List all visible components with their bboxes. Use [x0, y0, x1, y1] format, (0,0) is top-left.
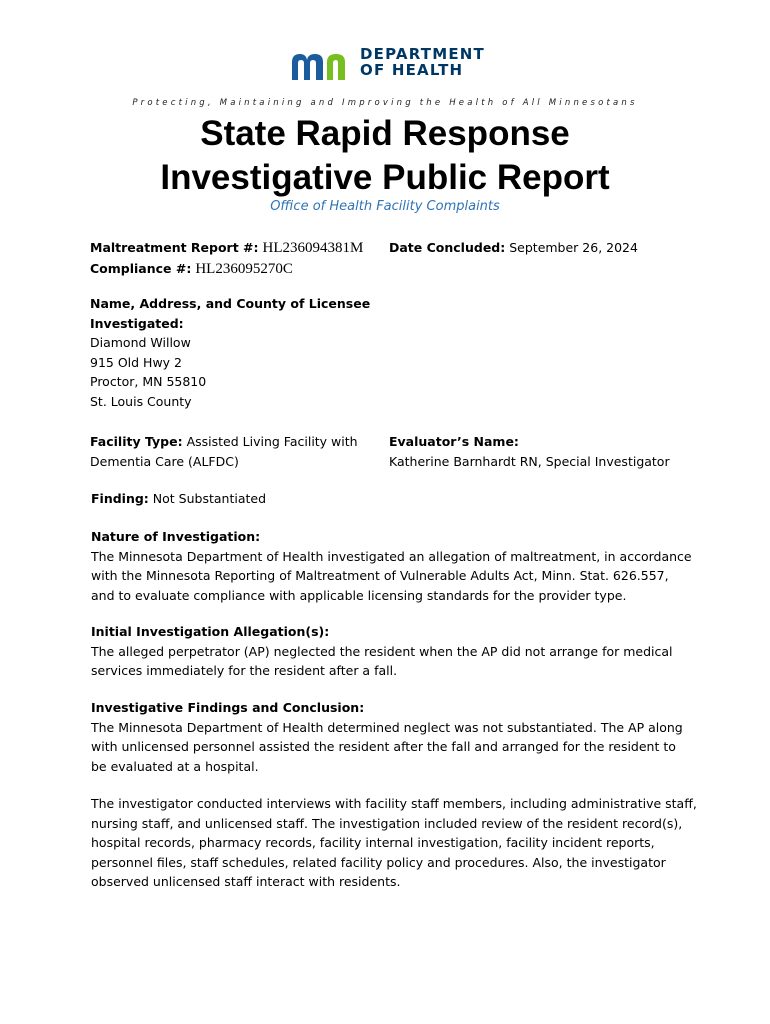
mn-logo-mark-icon	[290, 50, 356, 82]
allegation-line: services immediately for the resident after a fall.	[91, 663, 398, 678]
compliance-row	[90, 259, 390, 280]
evaluator-label: Evaluator’s Name:	[389, 434, 519, 449]
method-line: observed unlicensed staff interact with residents.	[91, 874, 401, 889]
findings-line: The Minnesota Department of Health determined neglect was not substantiated. The AP along	[91, 719, 683, 735]
maltreatment-value: HL236094381M	[262, 240, 364, 256]
title-line-1: State Rapid Response	[200, 114, 570, 153]
date-concluded	[389, 238, 689, 258]
finding-row	[91, 489, 491, 509]
nature-line: with the Minnesota Reporting of Maltreatment of Vulnerable Adults Act, Minn. Stat. 626.557,	[91, 568, 669, 583]
licensee-city: Proctor, MN 55810	[90, 374, 207, 389]
finding-label: Finding:	[91, 491, 149, 506]
nature-line: The Minnesota Department of Health investigated an allegation of maltreatment, in accordance	[91, 548, 692, 564]
facility-type-value-1: Assisted Living Facility with	[186, 434, 358, 449]
logo-wordmark	[360, 46, 485, 78]
logo-line-2: OF HEALTH	[360, 61, 464, 79]
method-section	[91, 794, 721, 892]
facility-type-value-2: Dementia Care (ALFDC)	[90, 453, 239, 469]
mdh-logo	[290, 46, 490, 82]
licensee-county: St. Louis County	[90, 393, 192, 409]
findings-line: be evaluated at a hospital.	[91, 758, 259, 774]
method-line: personnel files, staff schedules, related facility policy and procedures. Also, the investigator	[91, 854, 666, 870]
subtitle: Office of Health Facility Complaints	[270, 199, 500, 214]
licensee-heading-2: Investigated:	[90, 315, 184, 331]
licensee-block	[90, 294, 410, 411]
title-line-2: Investigative Public Report	[160, 158, 610, 197]
compliance-label: Compliance #:	[90, 260, 192, 276]
facility-type-line-1	[90, 432, 380, 452]
licensee-street: 915 Old Hwy 2	[90, 354, 182, 370]
findings-heading: Investigative Findings and Conclusion:	[91, 700, 365, 715]
licensee-heading-1: Name, Address, and County of Licensee	[90, 296, 371, 311]
evaluator-value: Katherine Barnhardt RN, Special Investigator	[389, 453, 670, 469]
finding-value: Not Substantiated	[152, 491, 267, 506]
tagline: Protecting, Maintaining and Improving the Health of All Minnesotans	[132, 98, 638, 108]
allegation-heading: Initial Investigation Allegation(s):	[91, 624, 330, 639]
date-label: Date Concluded:	[389, 240, 506, 255]
date-value: September 26, 2024	[509, 240, 638, 255]
facility-type-block	[90, 432, 380, 471]
maltreatment-label: Maltreatment Report #:	[90, 240, 259, 255]
licensee-name: Diamond Willow	[90, 335, 191, 350]
method-line: The investigator conducted interviews with facility staff members, including administrative staff,	[91, 796, 697, 811]
facility-type-label: Facility Type:	[90, 434, 183, 449]
nature-section	[91, 527, 711, 605]
findings-line: with unlicensed personnel assisted the resident after the fall and arranged for the resident to	[91, 739, 676, 754]
report-numbers	[90, 238, 390, 279]
allegation-section	[91, 622, 711, 681]
findings-section	[91, 698, 711, 776]
allegation-line: The alleged perpetrator (AP) neglected the resident when the AP did not arrange for medical	[91, 643, 673, 659]
logo-line-1: DEPARTMENT	[360, 45, 485, 63]
evaluator-block	[389, 432, 719, 471]
maltreatment-row	[90, 238, 390, 259]
nature-line: and to evaluate compliance with applicable licensing standards for the provider type.	[91, 587, 627, 603]
compliance-value: HL236095270C	[195, 260, 293, 277]
nature-heading: Nature of Investigation:	[91, 529, 261, 544]
method-line: hospital records, pharmacy records, facility internal investigation, facility incident reports,	[91, 835, 655, 850]
page-title	[0, 112, 770, 200]
method-line: nursing staff, and unlicensed staff. The investigation included review of the resident record(s),	[91, 815, 683, 831]
